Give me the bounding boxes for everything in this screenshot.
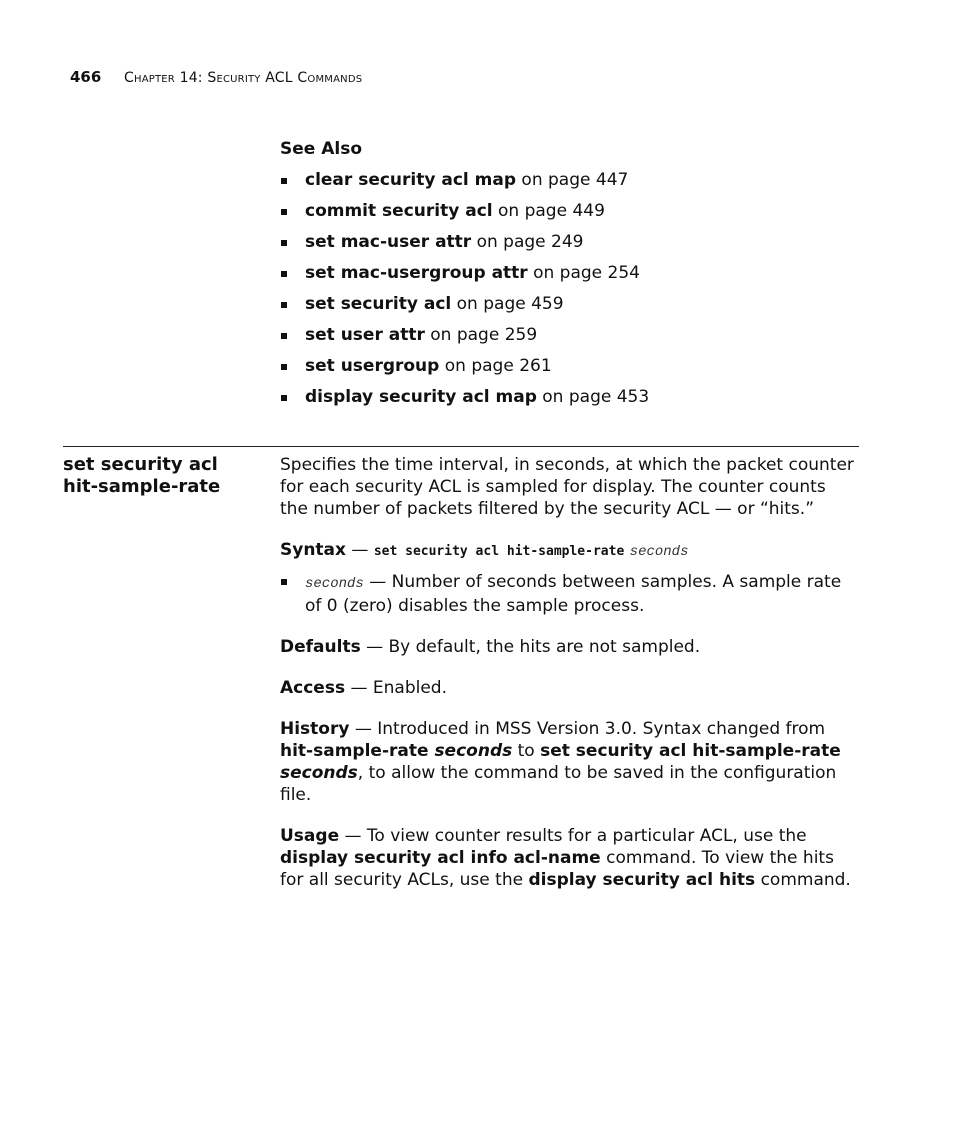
list-item xyxy=(280,324,860,355)
see-also-link[interactable]: commit security acl xyxy=(305,201,493,221)
usage-paragraph xyxy=(280,825,858,891)
usage-text: command. xyxy=(755,870,851,890)
page-reference: on page 447 xyxy=(516,170,629,190)
bullet-square-icon xyxy=(281,271,287,277)
see-also-link[interactable]: clear security acl map xyxy=(305,170,517,190)
bullet-square-icon xyxy=(281,178,287,184)
access-label: Access xyxy=(280,678,346,698)
history-text: — Introduced in MSS Version 3.0. Syntax changed from xyxy=(349,719,826,739)
history-old-command: hit-sample-rate xyxy=(280,741,435,761)
see-also-link[interactable]: set usergroup xyxy=(305,356,440,376)
defaults-text: — By default, the hits are not sampled. xyxy=(360,637,701,657)
list-item xyxy=(280,200,860,231)
page-reference: on page 254 xyxy=(527,263,640,283)
see-also-list xyxy=(280,169,860,417)
bullet-square-icon xyxy=(281,333,287,339)
see-also-link[interactable]: display security acl map xyxy=(305,387,537,407)
running-header xyxy=(70,68,362,87)
bullet-square-icon xyxy=(281,364,287,370)
syntax-separator: — xyxy=(346,540,374,560)
see-also-section xyxy=(280,138,860,417)
bullet-square-icon xyxy=(281,240,287,246)
parameter-name: seconds xyxy=(305,576,364,592)
see-also-heading: See Also xyxy=(280,139,363,159)
see-also-link[interactable]: set mac-user attr xyxy=(305,232,472,252)
usage-text: command. To view the hits for all security ACLs, use the xyxy=(280,848,834,890)
parameter-item xyxy=(280,571,858,617)
chapter-title: Chapter 14: Security ACL Commands xyxy=(124,70,363,86)
syntax-label: Syntax xyxy=(280,540,346,560)
command-title-line: hit-sample-rate xyxy=(63,476,221,497)
bullet-square-icon xyxy=(281,395,287,401)
history-old-argument: seconds xyxy=(434,741,513,761)
history-paragraph xyxy=(280,718,858,806)
parameter-description: — Number of seconds between samples. A sample rate of 0 (zero) disables the sample process. xyxy=(305,572,842,616)
syntax-line xyxy=(280,539,858,563)
history-new-command: set security acl hit-sample-rate xyxy=(540,741,841,761)
usage-command-info: display security acl info acl-name xyxy=(280,848,601,868)
command-title-line: set security acl xyxy=(63,454,218,475)
page-reference: on page 459 xyxy=(451,294,564,314)
page-reference: on page 259 xyxy=(424,325,538,345)
page-reference: on page 261 xyxy=(439,356,552,376)
page-number: 466 xyxy=(70,68,102,86)
bullet-square-icon xyxy=(281,302,287,308)
list-item xyxy=(280,169,860,200)
section-divider xyxy=(63,446,859,447)
usage-command-hits: display security acl hits xyxy=(528,870,756,890)
page-reference: on page 449 xyxy=(492,201,605,221)
defaults-label: Defaults xyxy=(280,637,361,657)
page-reference: on page 453 xyxy=(536,387,650,407)
command-description: Specifies the time interval, in seconds, at which the packet counter for each security ACL is sampled for display. The counter counts the number of packets filtered by the security ACL — or “hits.” xyxy=(280,455,854,519)
command-title xyxy=(63,454,263,498)
bullet-square-icon xyxy=(281,579,287,585)
usage-label: Usage xyxy=(280,826,340,846)
bullet-square-icon xyxy=(281,209,287,215)
history-new-argument: seconds xyxy=(280,763,358,783)
history-text-end: , to allow the command to be saved in the configuration file. xyxy=(280,763,837,805)
access-paragraph xyxy=(280,677,858,699)
history-to: to xyxy=(512,741,541,761)
defaults-paragraph xyxy=(280,636,858,658)
command-body xyxy=(280,454,858,891)
usage-text: — To view counter results for a particular ACL, use the xyxy=(339,826,807,846)
list-item xyxy=(280,262,860,293)
access-text: — Enabled. xyxy=(345,678,447,698)
see-also-link[interactable]: set mac-usergroup attr xyxy=(305,263,528,283)
syntax-command: set security acl hit-sample-rate xyxy=(373,544,625,559)
syntax-argument: seconds xyxy=(629,544,689,560)
see-also-link[interactable]: set security acl xyxy=(305,294,452,314)
list-item xyxy=(280,293,860,324)
see-also-link[interactable]: set user attr xyxy=(305,325,425,345)
list-item xyxy=(280,386,860,417)
list-item xyxy=(280,355,860,386)
page-reference: on page 249 xyxy=(471,232,584,252)
history-label: History xyxy=(280,719,350,739)
list-item xyxy=(280,231,860,262)
